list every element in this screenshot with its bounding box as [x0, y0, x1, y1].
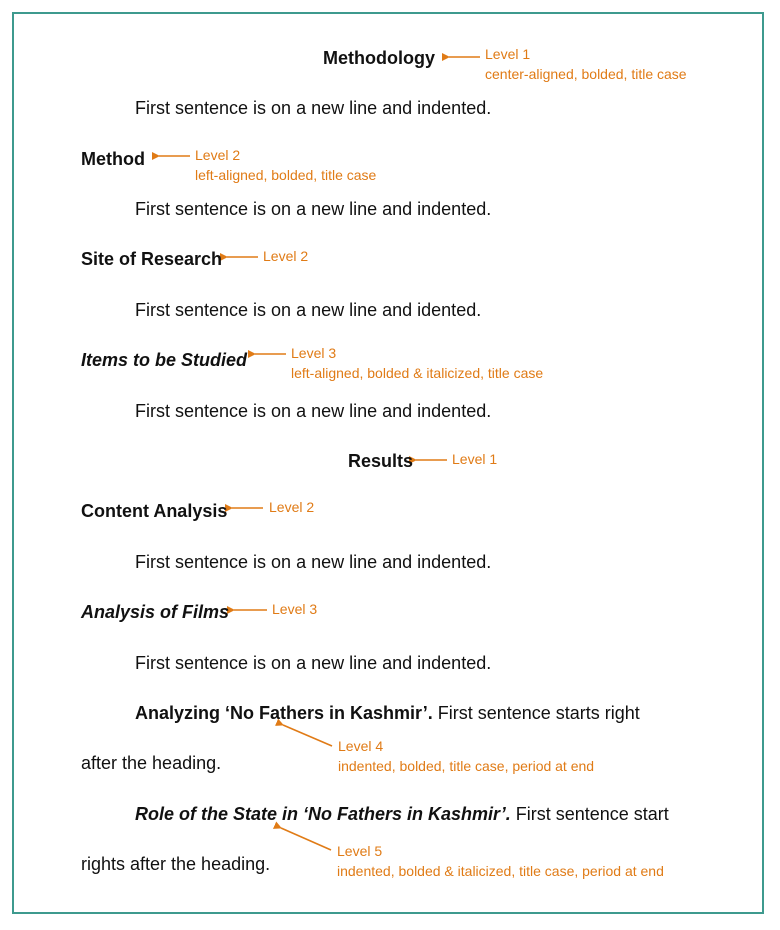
level4-paragraph-line: [135, 702, 640, 724]
level4-sentence-continuation: after the heading.: [81, 753, 222, 773]
level5-sentence-start: First sentence start: [510, 804, 669, 824]
annotation-level1-b-label: Level 1: [452, 451, 498, 467]
body-sentence-2: First sentence is on a new line and indented.: [135, 199, 492, 219]
heading-role-of-state: Role of the State in ‘No Fathers in Kashmir’.: [135, 804, 511, 824]
heading-results: Results: [348, 451, 414, 471]
annotation-level2-a-label: Level 2: [195, 147, 241, 163]
annotation-level3-b-label: Level 3: [272, 601, 318, 617]
annotation-level5-label: Level 5: [337, 843, 383, 859]
annotation-level1-a-label: Level 1: [485, 46, 531, 62]
heading-method: Method: [81, 149, 145, 169]
annotation-level4-label: Level 4: [338, 738, 384, 754]
heading-analysis-of-films: Analysis of Films: [81, 602, 230, 622]
heading-site-of-research: Site of Research: [81, 249, 223, 269]
annotation-level3-a-desc: left-aligned, bolded & italicized, title case: [291, 365, 544, 381]
level5-paragraph-line: [135, 803, 669, 825]
annotation-level2-c-label: Level 2: [269, 499, 315, 515]
annotation-level5-desc: indented, bolded & italicized, title case, period at end: [337, 863, 664, 879]
body-sentence-6: First sentence is on a new line and indented.: [135, 653, 492, 673]
heading-analyzing-no-fathers: Analyzing ‘No Fathers in Kashmir’.: [135, 703, 433, 723]
annotation-level4-desc: indented, bolded, title case, period at end: [338, 758, 595, 774]
annotation-level2-a-desc: left-aligned, bolded, title case: [195, 167, 377, 183]
heading-methodology: Methodology: [323, 48, 435, 68]
body-sentence-3: First sentence is on a new line and idented.: [135, 300, 482, 320]
body-sentence-4: First sentence is on a new line and indented.: [135, 401, 492, 421]
body-sentence-1: First sentence is on a new line and indented.: [135, 98, 492, 118]
level5-sentence-continuation: rights after the heading.: [81, 854, 271, 874]
heading-items-to-be-studied: Items to be Studied: [81, 350, 248, 370]
body-sentence-5: First sentence is on a new line and indented.: [135, 552, 492, 572]
annotation-level2-b-label: Level 2: [263, 248, 309, 264]
annotation-level3-a-label: Level 3: [291, 345, 337, 361]
heading-content-analysis: Content Analysis: [81, 501, 228, 521]
annotation-level1-a-desc: center-aligned, bolded, title case: [485, 66, 687, 82]
level4-sentence-start: First sentence starts right: [432, 703, 640, 723]
